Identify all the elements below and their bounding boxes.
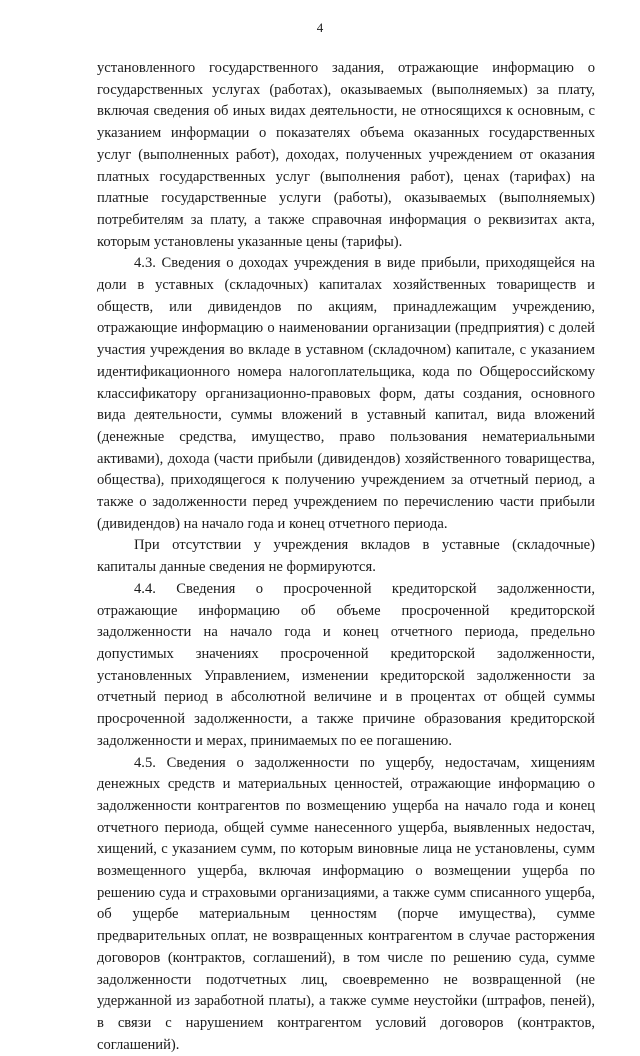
document-body [97, 58, 595, 1056]
paragraph-note: При отсутствии у учреждения вкладов в уставные (складочные) капиталы данные сведения не формируются. [97, 535, 595, 578]
paragraph-4-5: 4.5. Сведения о задолженности по ущербу, недостачам, хищениям денежных средств и материальных ценностей, отражающие информацию о задолженности контрагентов по возмещению ущерба на начало года и конец отчетного периода, общей сумме нанесенного ущерба, выявленных недостач, хищений, с указанием сумм, по которым виновные лица не установлены, сумм возмещенного ущерба, включая информацию о возмещении ущерба по решению суда и страховыми организациями, а также сумм списанного ущерба, об ущербе материальным ценностям (порче имущества), сумме предварительных оплат, не возвращенных контрагентом в случае расторжения договоров (контрактов, соглашений), в том числе по решению суда, сумме задолженности подотчетных лиц, своевременно не возвращенной (не удержанной из заработной платы), а также сумме неустойки (штрафов, пеней), в связи с нарушением контрагентом условий договоров (контрактов, соглашений). [97, 753, 595, 1056]
page-number: 4 [0, 20, 640, 36]
paragraph-4-3: 4.3. Сведения о доходах учреждения в виде прибыли, приходящейся на доли в уставных (складочных) капиталах хозяйственных товариществ и обществ, или дивидендов по акциям, принадлежащим учреждению, отражающие информацию о наименовании организации (предприятия) с долей участия учреждения во вкладе в уставном (складочном) капитале, с указанием идентификационного номера налогоплательщика, кода по Общероссийскому классификатору организационно-правовых форм, даты создания, основного вида деятельности, суммы вложений в уставный капитал, вида вложений (денежные средства, имущество, право пользования нематериальными активами), дохода (части прибыли (дивидендов) хозяйственного товарищества, общества), приходящегося к получению учреждением за отчетный период, а также о задолженности перед учреждением по перечислению части прибыли (дивидендов) на начало года и конец отчетного периода. [97, 253, 595, 535]
paragraph-continuation: установленного государственного задания, отражающие информацию о государственных услугах (работах), оказываемых (выполняемых) за плату, включая сведения об иных видах деятельности, не относящихся к основным, с указанием информации о показателях объема оказанных государственных услуг (выполненных работ), доходах, полученных учреждением от оказания платных государственных услуг (выполнения работ), ценах (тарифах) на платные государственные услуги (работы), оказываемых (выполняемых) потребителям за плату, а также справочная информация о реквизитах акта, которым установлены указанные цены (тарифы). [97, 58, 595, 253]
paragraph-4-4: 4.4. Сведения о просроченной кредиторской задолженности, отражающие информацию об объеме просроченной кредиторской задолженности на начало года и конец отчетного периода, предельно допустимых значениях просроченной кредиторской задолженности, установленных Управлением, изменении кредиторской задолженности за отчетный период в абсолютной величине и в процентах от общей суммы просроченной задолженности, а также причине образования кредиторской задолженности и мерах, принимаемых по ее погашению. [97, 579, 595, 753]
